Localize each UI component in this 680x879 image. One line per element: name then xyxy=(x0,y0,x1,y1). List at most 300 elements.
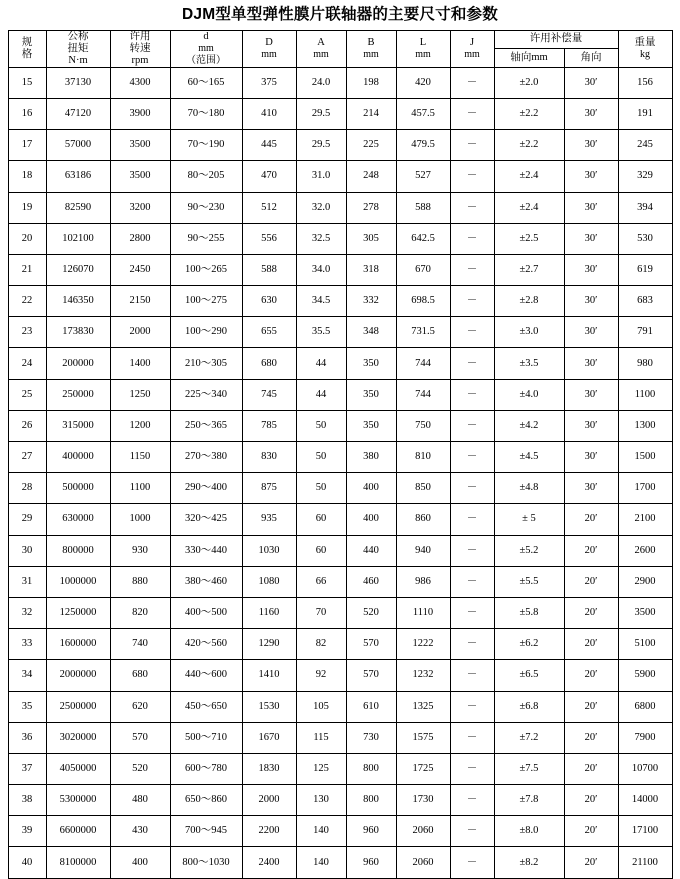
table-cell: 655 xyxy=(242,317,296,348)
table-cell: － xyxy=(450,442,494,473)
table-cell: ±7.8 xyxy=(494,785,564,816)
table-cell: 2000000 xyxy=(46,660,110,691)
table-cell: 20′ xyxy=(564,816,618,847)
table-cell: 430 xyxy=(110,816,170,847)
table-cell: － xyxy=(450,566,494,597)
table-cell: 6800 xyxy=(618,691,672,722)
table-cell: 2150 xyxy=(110,286,170,317)
table-cell: 80～205 xyxy=(170,161,242,192)
table-cell: 479.5 xyxy=(396,130,450,161)
table-cell: 30′ xyxy=(564,192,618,223)
table-cell: 17 xyxy=(8,130,46,161)
table-cell: 15 xyxy=(8,67,46,98)
table-cell: ±4.0 xyxy=(494,379,564,410)
table-cell: 30′ xyxy=(564,410,618,441)
table-cell: 32 xyxy=(8,597,46,628)
table-cell: ±2.2 xyxy=(494,98,564,129)
table-cell: 5300000 xyxy=(46,785,110,816)
table-cell: 400 xyxy=(346,504,396,535)
table-row xyxy=(8,254,672,285)
table-cell: 20′ xyxy=(564,847,618,878)
table-cell: 30′ xyxy=(564,379,618,410)
table-cell: 332 xyxy=(346,286,396,317)
table-cell: 1400 xyxy=(110,348,170,379)
table-row xyxy=(8,566,672,597)
table-cell: 680 xyxy=(242,348,296,379)
table-cell: 33 xyxy=(8,629,46,660)
table-cell: 1290 xyxy=(242,629,296,660)
table-cell: 3200 xyxy=(110,192,170,223)
table-cell: 30′ xyxy=(564,223,618,254)
table-cell: － xyxy=(450,192,494,223)
table-cell: 400 xyxy=(110,847,170,878)
table-cell: ±6.5 xyxy=(494,660,564,691)
table-cell: 5100 xyxy=(618,629,672,660)
table-cell: 63186 xyxy=(46,161,110,192)
table-cell: 30′ xyxy=(564,98,618,129)
table-cell: 445 xyxy=(242,130,296,161)
table-cell: － xyxy=(450,317,494,348)
table-cell: 26 xyxy=(8,410,46,441)
table-cell: 35.5 xyxy=(296,317,346,348)
table-cell: 2060 xyxy=(396,847,450,878)
table-cell: 225～340 xyxy=(170,379,242,410)
table-cell: 23 xyxy=(8,317,46,348)
table-cell: 791 xyxy=(618,317,672,348)
table-cell: 90～230 xyxy=(170,192,242,223)
table-cell: 570 xyxy=(346,629,396,660)
table-cell: 500～710 xyxy=(170,722,242,753)
table-cell: － xyxy=(450,379,494,410)
table-cell: 1080 xyxy=(242,566,296,597)
table-cell: 350 xyxy=(346,348,396,379)
header-cell-d: d mm （范围） xyxy=(170,30,242,67)
table-cell: 588 xyxy=(396,192,450,223)
table-cell: 70 xyxy=(296,597,346,628)
table-cell: － xyxy=(450,535,494,566)
table-cell: 512 xyxy=(242,192,296,223)
table-cell: 500000 xyxy=(46,473,110,504)
table-cell: ±5.2 xyxy=(494,535,564,566)
table-cell: 1300 xyxy=(618,410,672,441)
table-cell: 588 xyxy=(242,254,296,285)
table-cell: 650～860 xyxy=(170,785,242,816)
table-cell: 380 xyxy=(346,442,396,473)
header-cell-size: 规 格 xyxy=(8,30,46,67)
table-cell: 400000 xyxy=(46,442,110,473)
table-cell: 34.0 xyxy=(296,254,346,285)
table-cell: － xyxy=(450,660,494,691)
table-cell: 105 xyxy=(296,691,346,722)
table-cell: 318 xyxy=(346,254,396,285)
table-cell: 1700 xyxy=(618,473,672,504)
table-cell: 60 xyxy=(296,535,346,566)
table-cell: 380～460 xyxy=(170,566,242,597)
table-cell: 1160 xyxy=(242,597,296,628)
table-cell: 2400 xyxy=(242,847,296,878)
table-cell: 1500 xyxy=(618,442,672,473)
table-cell: 350 xyxy=(346,410,396,441)
table-cell: 375 xyxy=(242,67,296,98)
table-cell: 619 xyxy=(618,254,672,285)
table-cell: 683 xyxy=(618,286,672,317)
table-cell: 800000 xyxy=(46,535,110,566)
table-cell: 30′ xyxy=(564,130,618,161)
table-cell: 39 xyxy=(8,816,46,847)
table-body xyxy=(8,67,672,878)
table-cell: 320～425 xyxy=(170,504,242,535)
table-cell: 21 xyxy=(8,254,46,285)
table-cell: 785 xyxy=(242,410,296,441)
table-cell: 680 xyxy=(110,660,170,691)
table-cell: － xyxy=(450,597,494,628)
table-cell: 400～500 xyxy=(170,597,242,628)
table-cell: 530 xyxy=(618,223,672,254)
table-row xyxy=(8,691,672,722)
table-cell: 31 xyxy=(8,566,46,597)
table-cell: 1100 xyxy=(110,473,170,504)
table-cell: 30′ xyxy=(564,67,618,98)
table-cell: 20 xyxy=(8,223,46,254)
table-cell: 330～440 xyxy=(170,535,242,566)
table-cell: 470 xyxy=(242,161,296,192)
table-cell: 36 xyxy=(8,722,46,753)
table-row xyxy=(8,348,672,379)
table-cell: 270～380 xyxy=(170,442,242,473)
table-cell: － xyxy=(450,816,494,847)
table-row xyxy=(8,722,672,753)
table-cell: 32.5 xyxy=(296,223,346,254)
table-cell: 30′ xyxy=(564,254,618,285)
table-cell: ±2.4 xyxy=(494,192,564,223)
table-cell: 35 xyxy=(8,691,46,722)
table-row xyxy=(8,504,672,535)
table-cell: 22 xyxy=(8,286,46,317)
table-cell: 37 xyxy=(8,753,46,784)
table-cell: 20′ xyxy=(564,691,618,722)
table-cell: 30 xyxy=(8,535,46,566)
table-cell: － xyxy=(450,348,494,379)
table-cell: － xyxy=(450,161,494,192)
table-cell: ±7.2 xyxy=(494,722,564,753)
header-cell-allowable-speed: 许用 转速 rpm xyxy=(110,30,170,67)
table-cell: － xyxy=(450,847,494,878)
header-cell-L: L mm xyxy=(396,30,450,67)
table-cell: 50 xyxy=(296,442,346,473)
table-cell: 1250 xyxy=(110,379,170,410)
specification-table xyxy=(8,30,673,879)
table-cell: 800～1030 xyxy=(170,847,242,878)
table-cell: ±2.5 xyxy=(494,223,564,254)
table-cell: 4300 xyxy=(110,67,170,98)
table-cell: ±5.5 xyxy=(494,566,564,597)
table-cell: 2900 xyxy=(618,566,672,597)
table-row xyxy=(8,597,672,628)
table-cell: 210～305 xyxy=(170,348,242,379)
table-row xyxy=(8,660,672,691)
table-cell: 34.5 xyxy=(296,286,346,317)
table-cell: 350 xyxy=(346,379,396,410)
table-row xyxy=(8,286,672,317)
table-cell: 30′ xyxy=(564,348,618,379)
table-cell: 745 xyxy=(242,379,296,410)
table-cell: 37130 xyxy=(46,67,110,98)
table-cell: － xyxy=(450,785,494,816)
table-cell: 1030 xyxy=(242,535,296,566)
table-cell: 25 xyxy=(8,379,46,410)
table-row xyxy=(8,816,672,847)
table-cell: 329 xyxy=(618,161,672,192)
table-cell: 16 xyxy=(8,98,46,129)
table-cell: 28 xyxy=(8,473,46,504)
table-cell: 100～290 xyxy=(170,317,242,348)
table-cell: 348 xyxy=(346,317,396,348)
header-cell-nominal-torque: 公称 扭矩 N·m xyxy=(46,30,110,67)
table-cell: 520 xyxy=(110,753,170,784)
table-cell: 1600000 xyxy=(46,629,110,660)
table-cell: 1000000 xyxy=(46,566,110,597)
table-cell: 27 xyxy=(8,442,46,473)
table-cell: 21100 xyxy=(618,847,672,878)
table-cell: 18 xyxy=(8,161,46,192)
table-cell: 20′ xyxy=(564,597,618,628)
table-cell: ±6.8 xyxy=(494,691,564,722)
table-cell: 880 xyxy=(110,566,170,597)
table-cell: 250000 xyxy=(46,379,110,410)
table-cell: 146350 xyxy=(46,286,110,317)
table-cell: － xyxy=(450,722,494,753)
table-cell: 1100 xyxy=(618,379,672,410)
table-cell: － xyxy=(450,67,494,98)
table-cell: 20′ xyxy=(564,722,618,753)
table-cell: 130 xyxy=(296,785,346,816)
header-cell-angular: 角向 xyxy=(564,49,618,68)
table-cell: 1222 xyxy=(396,629,450,660)
table-cell: 980 xyxy=(618,348,672,379)
table-cell: ±2.7 xyxy=(494,254,564,285)
table-cell: 57000 xyxy=(46,130,110,161)
table-cell: 44 xyxy=(296,379,346,410)
table-cell: 30′ xyxy=(564,317,618,348)
table-cell: 1830 xyxy=(242,753,296,784)
table-cell: － xyxy=(450,691,494,722)
table-cell: 50 xyxy=(296,473,346,504)
table-cell: 31.0 xyxy=(296,161,346,192)
table-cell: 278 xyxy=(346,192,396,223)
table-cell: 7900 xyxy=(618,722,672,753)
table-cell: 40 xyxy=(8,847,46,878)
table-cell: 457.5 xyxy=(396,98,450,129)
table-cell: 986 xyxy=(396,566,450,597)
table-row xyxy=(8,442,672,473)
table-cell: 2200 xyxy=(242,816,296,847)
header-cell-J: J mm xyxy=(450,30,494,67)
table-row xyxy=(8,379,672,410)
table-cell: 1150 xyxy=(110,442,170,473)
table-cell: 214 xyxy=(346,98,396,129)
table-cell: ± 5 xyxy=(494,504,564,535)
table-cell: 2000 xyxy=(110,317,170,348)
table-cell: 2060 xyxy=(396,816,450,847)
table-cell: 600～780 xyxy=(170,753,242,784)
table-row xyxy=(8,192,672,223)
header-cell-A: A mm xyxy=(296,30,346,67)
table-cell: 30′ xyxy=(564,473,618,504)
table-cell: 731.5 xyxy=(396,317,450,348)
table-cell: 191 xyxy=(618,98,672,129)
table-cell: 2500000 xyxy=(46,691,110,722)
table-cell: 24.0 xyxy=(296,67,346,98)
header-cell-axial: 轴向mm xyxy=(494,49,564,68)
table-cell: 450～650 xyxy=(170,691,242,722)
table-cell: 24 xyxy=(8,348,46,379)
table-row xyxy=(8,223,672,254)
table-cell: 3020000 xyxy=(46,722,110,753)
table-cell: － xyxy=(450,98,494,129)
table-cell: ±3.5 xyxy=(494,348,564,379)
table-cell: ±2.8 xyxy=(494,286,564,317)
table-cell: 570 xyxy=(110,722,170,753)
table-cell: 173830 xyxy=(46,317,110,348)
table-cell: 930 xyxy=(110,535,170,566)
table-row xyxy=(8,847,672,878)
table-cell: 30′ xyxy=(564,442,618,473)
table-cell: 47120 xyxy=(46,98,110,129)
table-cell: 5900 xyxy=(618,660,672,691)
table-cell: ±7.5 xyxy=(494,753,564,784)
table-cell: － xyxy=(450,504,494,535)
table-cell: 630000 xyxy=(46,504,110,535)
table-cell: 730 xyxy=(346,722,396,753)
table-row xyxy=(8,130,672,161)
table-cell: 420 xyxy=(396,67,450,98)
table-cell: 20′ xyxy=(564,753,618,784)
table-cell: － xyxy=(450,753,494,784)
table-cell: 698.5 xyxy=(396,286,450,317)
table-cell: 20′ xyxy=(564,785,618,816)
table-cell: 30′ xyxy=(564,161,618,192)
table-cell: 440 xyxy=(346,535,396,566)
table-cell: 305 xyxy=(346,223,396,254)
table-cell: 670 xyxy=(396,254,450,285)
table-cell: ±8.0 xyxy=(494,816,564,847)
table-cell: 800 xyxy=(346,753,396,784)
table-cell: 38 xyxy=(8,785,46,816)
table-cell: ±2.4 xyxy=(494,161,564,192)
table-cell: 1730 xyxy=(396,785,450,816)
table-cell: － xyxy=(450,254,494,285)
table-cell: 410 xyxy=(242,98,296,129)
table-cell: 14000 xyxy=(618,785,672,816)
table-cell: 315000 xyxy=(46,410,110,441)
table-cell: 935 xyxy=(242,504,296,535)
table-cell: 20′ xyxy=(564,629,618,660)
table-cell: 620 xyxy=(110,691,170,722)
table-cell: 3500 xyxy=(110,161,170,192)
table-cell: 225 xyxy=(346,130,396,161)
table-cell: 850 xyxy=(396,473,450,504)
table-cell: 642.5 xyxy=(396,223,450,254)
table-cell: 126070 xyxy=(46,254,110,285)
header-cell-B: B mm xyxy=(346,30,396,67)
table-cell: 29.5 xyxy=(296,130,346,161)
table-cell: 3500 xyxy=(618,597,672,628)
table-cell: 2450 xyxy=(110,254,170,285)
table-cell: ±2.0 xyxy=(494,67,564,98)
table-cell: 1410 xyxy=(242,660,296,691)
table-cell: 1250000 xyxy=(46,597,110,628)
table-cell: 248 xyxy=(346,161,396,192)
table-cell: 20′ xyxy=(564,504,618,535)
table-cell: 8100000 xyxy=(46,847,110,878)
table-cell: 830 xyxy=(242,442,296,473)
table-cell: 630 xyxy=(242,286,296,317)
table-cell: 960 xyxy=(346,816,396,847)
table-cell: 520 xyxy=(346,597,396,628)
table-cell: 556 xyxy=(242,223,296,254)
table-cell: 82590 xyxy=(46,192,110,223)
table-cell: ±3.0 xyxy=(494,317,564,348)
table-cell: 2600 xyxy=(618,535,672,566)
table-cell: 394 xyxy=(618,192,672,223)
table-cell: 1200 xyxy=(110,410,170,441)
table-cell: 30′ xyxy=(564,286,618,317)
page-title: DJM型单型弹性膜片联轴器的主要尺寸和参数 xyxy=(182,6,498,23)
table-row xyxy=(8,473,672,504)
table-header xyxy=(8,30,672,67)
table-cell: 19 xyxy=(8,192,46,223)
table-cell: 32.0 xyxy=(296,192,346,223)
header-cell-compensation-group: 许用补偿量 xyxy=(494,30,618,49)
table-cell: 29.5 xyxy=(296,98,346,129)
table-cell: － xyxy=(450,629,494,660)
table-cell: 527 xyxy=(396,161,450,192)
table-row xyxy=(8,629,672,660)
table-cell: 4050000 xyxy=(46,753,110,784)
table-cell: 100～275 xyxy=(170,286,242,317)
table-cell: 960 xyxy=(346,847,396,878)
table-cell: 115 xyxy=(296,722,346,753)
table-cell: 2100 xyxy=(618,504,672,535)
table-cell: 70～190 xyxy=(170,130,242,161)
table-cell: 400 xyxy=(346,473,396,504)
table-cell: 245 xyxy=(618,130,672,161)
table-cell: 82 xyxy=(296,629,346,660)
table-cell: 17100 xyxy=(618,816,672,847)
table-cell: 29 xyxy=(8,504,46,535)
table-cell: － xyxy=(450,286,494,317)
table-cell: 66 xyxy=(296,566,346,597)
table-cell: 156 xyxy=(618,67,672,98)
table-cell: 740 xyxy=(110,629,170,660)
table-cell: 20′ xyxy=(564,535,618,566)
table-cell: 744 xyxy=(396,348,450,379)
table-cell: ±4.5 xyxy=(494,442,564,473)
table-cell: 44 xyxy=(296,348,346,379)
table-cell: 3500 xyxy=(110,130,170,161)
table-row xyxy=(8,410,672,441)
table-cell: 92 xyxy=(296,660,346,691)
table-cell: 3900 xyxy=(110,98,170,129)
table-cell: － xyxy=(450,410,494,441)
table-cell: 1530 xyxy=(242,691,296,722)
table-cell: 744 xyxy=(396,379,450,410)
table-cell: 10700 xyxy=(618,753,672,784)
table-cell: 1725 xyxy=(396,753,450,784)
table-cell: ±5.8 xyxy=(494,597,564,628)
table-row xyxy=(8,98,672,129)
table-cell: 60～165 xyxy=(170,67,242,98)
